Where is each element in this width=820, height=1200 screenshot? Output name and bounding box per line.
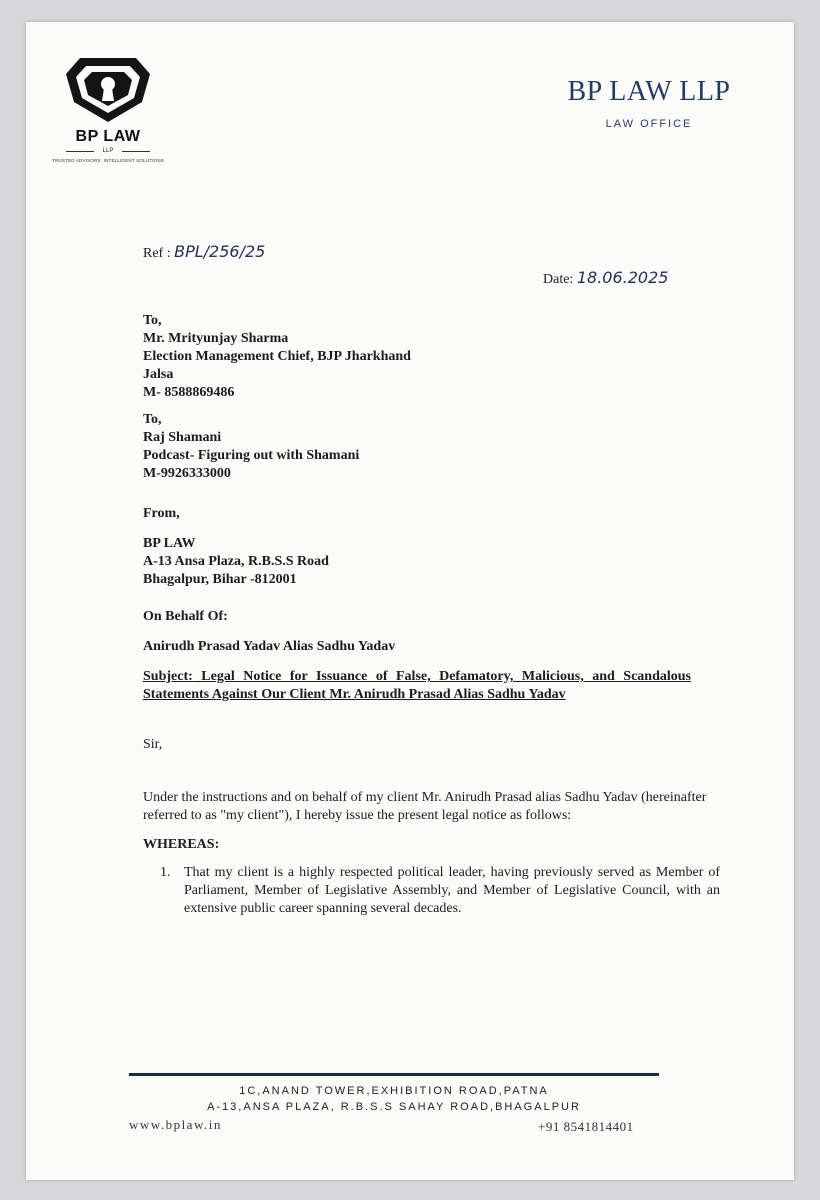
date-label: Date: xyxy=(543,272,574,287)
salutation: Sir, xyxy=(143,737,163,752)
to-label: To, xyxy=(143,313,162,328)
subject-text: Legal Notice for Issuance of False, Defamatory, Malicious, and Scandalous Statements Against Our Client Mr. Anirudh Prasad Alias Sadhu Yadav xyxy=(143,669,691,702)
firm-logo xyxy=(48,52,168,192)
recipient-title: Podcast- Figuring out with Shamani xyxy=(143,448,360,463)
letter-date xyxy=(543,268,668,288)
to-label: To, xyxy=(143,412,162,427)
firm-office-label: LAW OFFICE xyxy=(605,118,693,130)
ref-label: Ref : xyxy=(143,246,171,261)
recipient-phone: M-9926333000 xyxy=(143,466,231,481)
recipient-1 xyxy=(143,312,411,402)
recipient-2 xyxy=(143,411,359,483)
sender xyxy=(143,505,180,523)
client-name: Anirudh Prasad Yadav Alias Sadhu Yadav xyxy=(143,639,396,654)
keyhole-shield-icon xyxy=(62,52,154,126)
firm-name: BP LAW LLP xyxy=(567,76,731,107)
sender-address xyxy=(143,535,329,589)
footer-website: www.bplaw.in xyxy=(129,1117,222,1132)
letter-page xyxy=(26,22,794,1180)
from-label: From, xyxy=(143,506,180,521)
footer-divider xyxy=(129,1073,659,1076)
subject-label: Subject: xyxy=(143,669,193,684)
logo-name: BP LAW xyxy=(75,128,141,145)
whereas-heading: WHEREAS: xyxy=(143,837,220,852)
sender-city: Bhagalpur, Bihar -812001 xyxy=(143,572,297,587)
recipient-title: Election Management Chief, BJP Jharkhand xyxy=(143,349,411,364)
recipient-name: Raj Shamani xyxy=(143,430,222,445)
date-value: 18.06.2025 xyxy=(576,268,669,287)
list-item-text: That my client is a highly respected political leader, having previously served as Member of Parliament, Member of Legislative Assembly, and Member of Legislative Council, with an extensive public career spanning several decades. xyxy=(184,865,720,916)
list-item-number: 1. xyxy=(160,865,171,880)
logo-divider-right xyxy=(122,151,150,152)
footer-address-bhagalpur: A-13,ANSA PLAZA, R.B.S.S SAHAY ROAD,BHAGALPUR xyxy=(207,1101,581,1113)
logo-sub: LLP xyxy=(102,148,114,154)
reference xyxy=(143,242,265,262)
recipient-place: Jalsa xyxy=(143,367,174,382)
footer-address-patna: 1C,ANAND TOWER,EXHIBITION ROAD,PATNA xyxy=(239,1085,549,1097)
behalf-label: On Behalf Of: xyxy=(143,609,228,624)
sender-street: A-13 Ansa Plaza, R.B.S.S Road xyxy=(143,554,329,569)
recipient-name: Mr. Mrityunjay Sharma xyxy=(143,331,289,346)
footer-phone: +91 8541814401 xyxy=(538,1119,634,1134)
subject-line xyxy=(143,668,691,704)
sender-name: BP LAW xyxy=(143,536,196,551)
recipient-phone: M- 8588869486 xyxy=(143,385,235,400)
ref-number: BPL/256/25 xyxy=(174,242,266,261)
logo-tagline: TRUSTED ADVISORS. INTELLIGENT SOLUTIONS xyxy=(52,158,164,163)
intro-paragraph: Under the instructions and on behalf of my client Mr. Anirudh Prasad alias Sadhu Yadav (hereinafter referred to as "my client"), I hereby issue the present legal notice as follows: xyxy=(143,790,707,823)
